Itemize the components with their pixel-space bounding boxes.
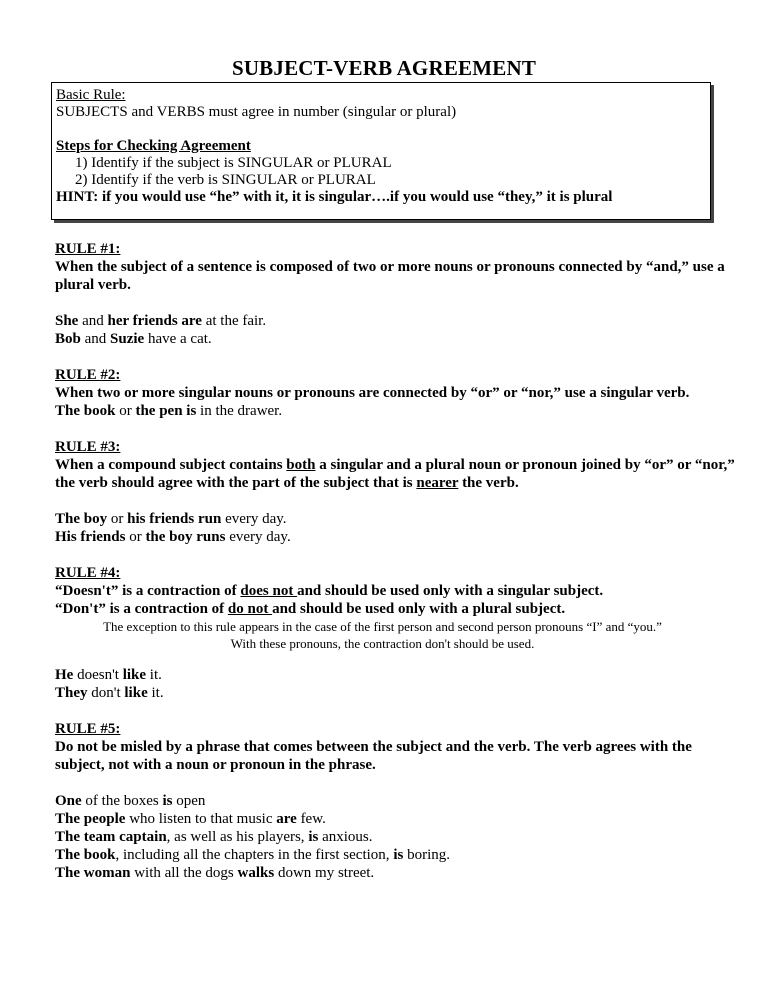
basic-rule-box xyxy=(51,82,711,220)
rule-5-title: RULE #5: xyxy=(55,721,121,737)
steps-heading: Steps for Checking Agreement xyxy=(56,138,251,154)
rule-3-text: When a compound subject contains both a singular and a plural noun or pronoun joined by “or” or “nor,” the verb should agree with the part of the subject that is nearer the verb. xyxy=(55,457,735,491)
rule-4-line: “Doesn't” is a contraction of does not and should be used only with a singular subject. xyxy=(55,583,604,599)
rule-1-example: Bob and Suzie have a cat. xyxy=(55,331,212,347)
rule-5-example: The people who listen to that music are few. xyxy=(55,811,326,827)
page-title: SUBJECT-VERB AGREEMENT xyxy=(231,56,537,80)
rule-1-example: She and her friends are at the fair. xyxy=(55,313,267,329)
rule-3-title: RULE #3: xyxy=(55,439,121,455)
rule-4-example: He doesn't like it. xyxy=(55,667,162,683)
rule-4-example: They don't like it. xyxy=(55,685,164,701)
rule-5-example: One of the boxes is open xyxy=(55,793,206,809)
rules-content xyxy=(55,240,735,882)
rule-2-title: RULE #2: xyxy=(55,367,121,383)
rule-4-line: “Don't” is a contraction of do not and should be used only with a plural subject. xyxy=(55,601,566,617)
rule-2-example: The book or the pen is in the drawer. xyxy=(55,403,283,419)
rule-3-example: His friends or the boy runs every day. xyxy=(55,529,291,545)
rule-5-example: The book, including all the chapters in the first section, is boring. xyxy=(55,847,450,863)
rule-5-text: Do not be misled by a phrase that comes between the subject and the verb. The verb agrees with the subject, not with a noun or pronoun in the phrase. xyxy=(55,739,692,773)
rule-1-title: RULE #1: xyxy=(55,241,121,257)
hint-text: HINT: if you would use “he” with it, it is singular….if you would use “they,” it is plural xyxy=(56,189,613,205)
rule-3-example: The boy or his friends run every day. xyxy=(55,511,287,527)
rule-1-text: When the subject of a sentence is composed of two or more nouns or pronouns connected by “and,” use a plural verb. xyxy=(55,259,725,293)
rule-5-example: The team captain, as well as his players, is anxious. xyxy=(55,829,373,845)
step-item: 2) Identify if the verb is SINGULAR or PLURAL xyxy=(75,172,376,188)
basic-rule-heading: Basic Rule: xyxy=(56,87,126,103)
rule-4-note: With these pronouns, the contraction don't should be used. xyxy=(230,636,535,651)
rule-5-example: The woman with all the dogs walks down my street. xyxy=(55,865,375,881)
basic-rule-text: SUBJECTS and VERBS must agree in number (singular or plural) xyxy=(56,104,457,120)
rule-2-text: When two or more singular nouns or pronouns are connected by “or” or “nor,” use a singular verb. xyxy=(55,385,690,401)
rule-4-note: The exception to this rule appears in the case of the first person and second person pronouns “I” and “you.” xyxy=(103,619,662,634)
rule-4-title: RULE #4: xyxy=(55,565,121,581)
step-item: 1) Identify if the subject is SINGULAR or PLURAL xyxy=(75,155,392,171)
